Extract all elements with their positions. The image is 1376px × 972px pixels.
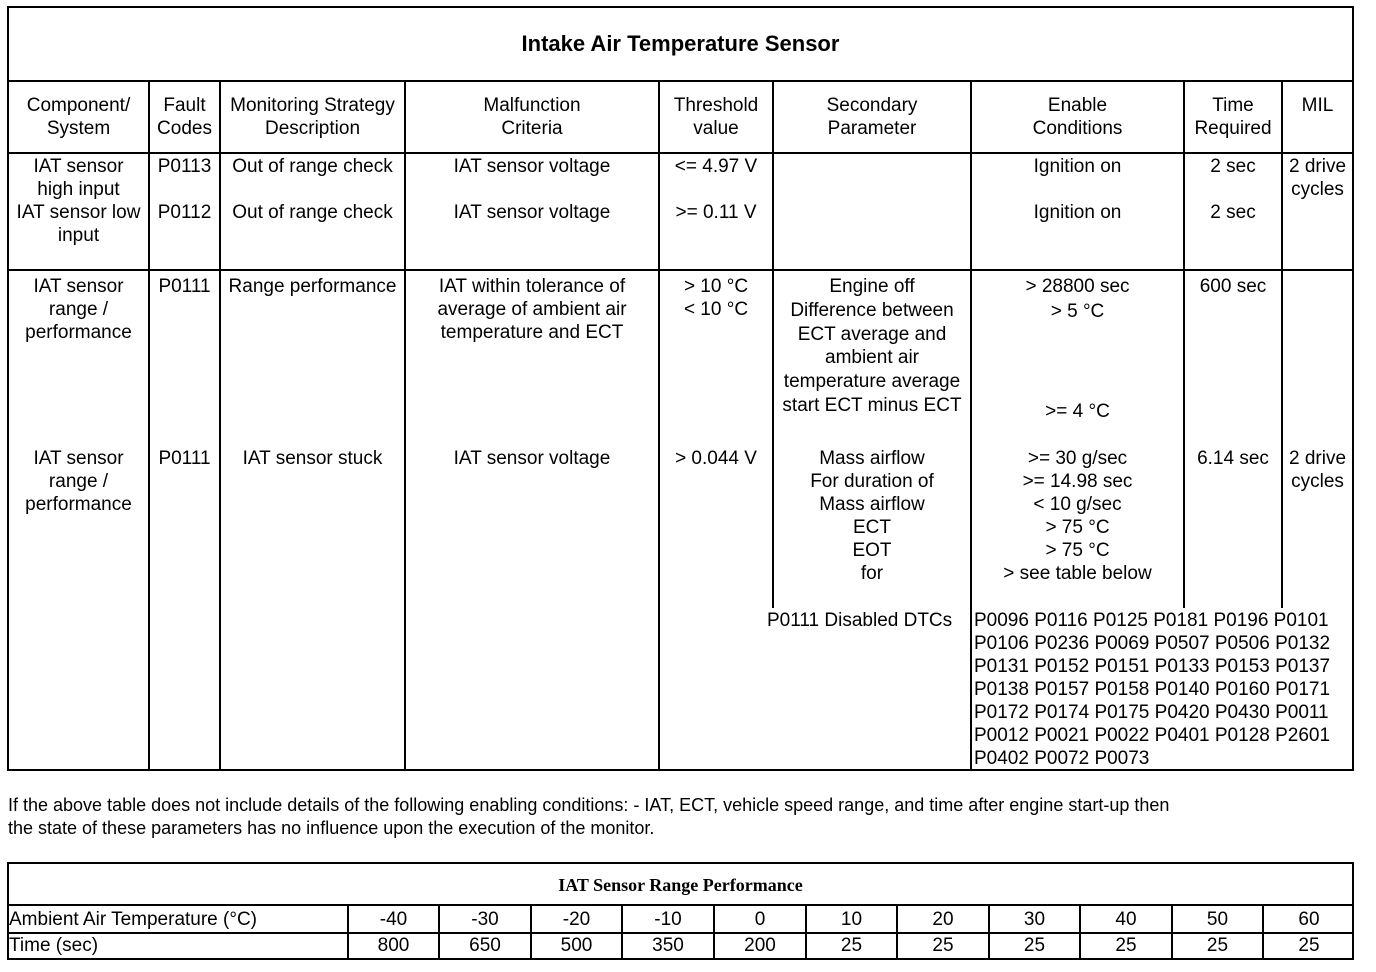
r2b-fault: P0111 xyxy=(158,448,211,469)
r1a-fault: P0113 xyxy=(157,156,212,177)
header-fault-codes: Fault Codes xyxy=(157,95,212,139)
temperature-cell: -30 xyxy=(471,909,499,930)
header-mil: MIL xyxy=(1301,95,1334,116)
header-component: Component/ System xyxy=(26,95,131,139)
r1a-time: 2 sec xyxy=(1210,156,1256,177)
r2b-time: 6.14 sec xyxy=(1197,448,1269,469)
r2b-mil: 2 drive cycles xyxy=(1288,448,1347,492)
time-cell: 650 xyxy=(469,935,501,956)
r2a-secondary: Engine off Difference between ECT average and ambient air temperature average start ECT minus ECT xyxy=(782,276,962,416)
r1b-enable: Ignition on xyxy=(1033,202,1122,223)
r1a-threshold: <= 4.97 V xyxy=(674,156,758,177)
r2b-component: IAT sensor range / performance xyxy=(25,448,132,515)
r2a-enable-2: > 5 °C xyxy=(1050,301,1105,322)
r2a-strategy: Range performance xyxy=(228,276,397,297)
r1b-component: IAT sensor low input xyxy=(16,202,141,246)
header-enable: Enable Conditions xyxy=(1032,95,1123,139)
header-time: Time Required xyxy=(1194,95,1272,139)
footnote: If the above table does not include details of the following enabling conditions: - IAT, ECT, vehicle speed range, and time after engine start-up then the state of these parameters has no influence upon the execution of the monitor. xyxy=(8,795,1170,838)
time-cell: 25 xyxy=(840,935,863,956)
header-malfunction: Malfunction Criteria xyxy=(483,95,581,139)
r1b-fault: P0112 xyxy=(157,202,212,223)
time-cell: 25 xyxy=(1023,935,1046,956)
iat-range-title: IAT Sensor Range Performance xyxy=(558,875,803,895)
time-cell: 350 xyxy=(652,935,684,956)
r2a-enable-3: >= 4 °C xyxy=(1045,401,1110,422)
temperature-cell: 60 xyxy=(1298,909,1320,930)
r2a-enable-1: > 28800 sec xyxy=(1025,276,1130,297)
r1a-malfunction: IAT sensor voltage xyxy=(453,156,611,177)
temperature-cell: 10 xyxy=(840,909,863,930)
temperature-cell: 50 xyxy=(1206,909,1229,930)
temperature-cell: 30 xyxy=(1023,909,1046,930)
temperature-cell: 40 xyxy=(1115,909,1137,930)
r2a-malfunction: IAT within tolerance of average of ambient air temperature and ECT xyxy=(437,276,627,343)
r2b-threshold: > 0.044 V xyxy=(675,448,757,469)
time-cell: 500 xyxy=(560,935,593,956)
r1a-component: IAT sensor high input xyxy=(33,156,124,200)
r1b-time: 2 sec xyxy=(1210,202,1256,223)
time-cell: 25 xyxy=(1298,935,1320,956)
header-threshold: Threshold value xyxy=(673,95,759,139)
r1b-malfunction: IAT sensor voltage xyxy=(453,202,611,223)
row-label-temperature: Ambient Air Temperature (°C) xyxy=(9,909,258,930)
r2a-component: IAT sensor range / performance xyxy=(25,276,132,343)
time-cell: 25 xyxy=(1115,935,1137,956)
temperature-cell: -40 xyxy=(379,909,408,930)
r1b-strategy: Out of range check xyxy=(232,202,393,223)
r1a-enable: Ignition on xyxy=(1033,156,1122,177)
r2a-threshold: > 10 °C < 10 °C xyxy=(683,276,749,320)
r2b-secondary: Mass airflow For duration of Mass airflow ECT EOT for xyxy=(810,448,934,584)
r1a-strategy: Out of range check xyxy=(232,156,393,177)
temperature-cell: -20 xyxy=(562,909,591,930)
time-cell: 200 xyxy=(744,935,776,956)
table-title: Intake Air Temperature Sensor xyxy=(521,31,840,56)
r2a-time: 600 sec xyxy=(1199,276,1267,297)
r1b-threshold: >= 0.11 V xyxy=(675,202,757,223)
temperature-cell: 20 xyxy=(932,909,954,930)
disabled-dtcs-label: P0111 Disabled DTCs xyxy=(767,610,953,631)
temperature-cell: -10 xyxy=(654,909,682,930)
r2b-malfunction: IAT sensor voltage xyxy=(453,448,611,469)
header-strategy: Monitoring Strategy Description xyxy=(230,95,395,139)
r1a-mil: 2 drive cycles xyxy=(1288,156,1347,200)
time-cell: 800 xyxy=(377,935,410,956)
time-cell: 25 xyxy=(932,935,954,956)
time-cell: 25 xyxy=(1206,935,1229,956)
header-secondary: Secondary Parameter xyxy=(826,95,918,139)
r2b-strategy: IAT sensor stuck xyxy=(242,448,383,469)
row-label-time: Time (sec) xyxy=(9,935,99,956)
r2b-enable: >= 30 g/sec >= 14.98 sec < 10 g/sec > 75 °C > 75 °C > see table below xyxy=(1003,448,1152,584)
temperature-cell: 0 xyxy=(754,909,766,930)
r2a-fault: P0111 xyxy=(158,276,211,297)
disabled-dtcs-list: P0096 P0116 P0125 P0181 P0196 P0101 P0106 P0236 P0069 P0507 P0506 P0132 P0131 P0152 P0151 P0133 P0153 P0137 P0138 P0157 P0158 P0140 P0160 P0171 P0172 P0174 P0175 P0420 P0430 P0011 P0012 P0021 P0022 P0401 P0128 P2601 P0402 P0072 P0073 xyxy=(974,610,1331,769)
